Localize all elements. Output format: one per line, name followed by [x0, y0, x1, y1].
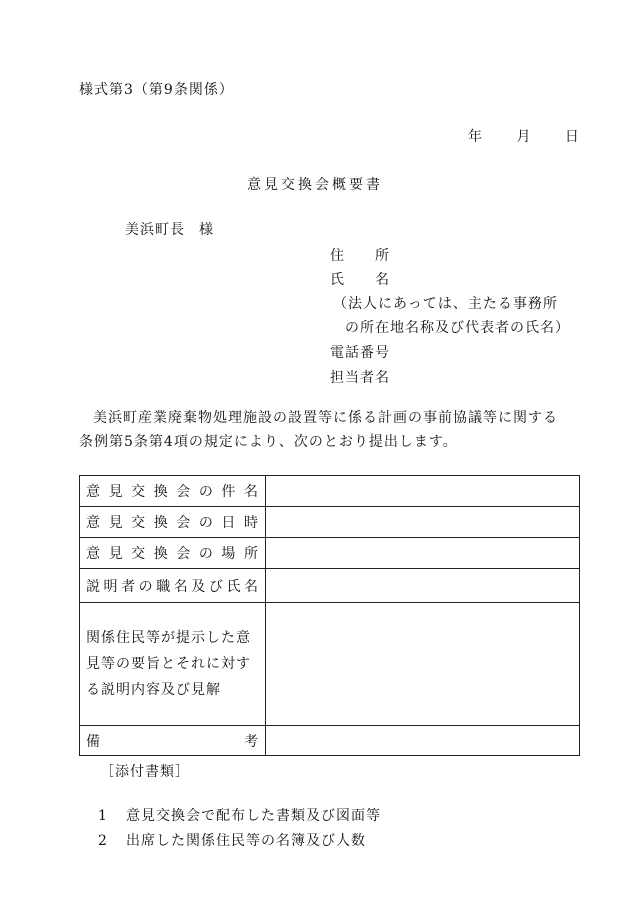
row-value-cell[interactable] — [266, 476, 580, 507]
attachment-number: 2 — [98, 833, 108, 849]
date-year-label: 年 — [468, 129, 483, 145]
date-line — [468, 127, 580, 147]
date-day-label: 日 — [564, 129, 580, 145]
row-value-cell[interactable] — [266, 538, 580, 569]
attachment-text: 意見交換会で配布した書類及び図面等 — [126, 808, 381, 824]
list-item — [98, 831, 366, 851]
info-table — [79, 475, 580, 756]
list-item — [98, 806, 381, 826]
applicant-person-label: 担当者名 — [330, 370, 390, 386]
addressee — [125, 220, 214, 240]
body-line-1: 美浜町産業廃棄物処理施設の設置等に係る計画の事前協議等に関する — [93, 410, 558, 426]
row-label: 意見交換会の件名 — [80, 476, 266, 507]
date-month-label: 月 — [516, 129, 532, 145]
addressee-name: 美浜町長 — [125, 222, 185, 238]
row-value-cell[interactable] — [266, 726, 580, 756]
body-line-2: 条例第5条第4項の規定により、次のとおり提出します。 — [79, 434, 458, 450]
applicant-note-line2: の所在地名称及び代表者の氏名） — [345, 320, 570, 336]
row-label: 説明者の職名及び氏名 — [80, 569, 266, 603]
applicant-note-line1: （法人にあっては、主たる事務所 — [333, 296, 558, 312]
table-row — [80, 569, 580, 603]
table-row — [80, 726, 580, 756]
attachments-heading: ［添付書類］ — [100, 764, 190, 780]
table-row — [80, 476, 580, 507]
form-number: 様式第3（第9条関係） — [79, 82, 234, 98]
table-row — [80, 507, 580, 538]
row-label: 意見交換会の日時 — [80, 507, 266, 538]
attachment-number: 1 — [98, 808, 108, 824]
attachment-text: 出席した関係住民等の名簿及び人数 — [126, 833, 366, 849]
applicant-phone-label: 電話番号 — [330, 345, 390, 361]
row-value-cell[interactable] — [266, 569, 580, 603]
table-row — [80, 538, 580, 569]
applicant-name-label: 氏 名 — [330, 272, 390, 288]
applicant-address-label: 住 所 — [330, 248, 390, 264]
row-label: 関係住民等が提示した意見等の要旨とそれに対する説明内容及び見解 — [80, 603, 266, 726]
row-value-cell[interactable] — [266, 603, 580, 726]
row-value-cell[interactable] — [266, 507, 580, 538]
addressee-honorific: 様 — [199, 222, 214, 238]
body-text — [79, 406, 579, 454]
document-title: 意見交換会概要書 — [247, 177, 383, 193]
row-label: 意見交換会の場所 — [80, 538, 266, 569]
table-row — [80, 603, 580, 726]
row-label: 備考 — [80, 726, 266, 756]
